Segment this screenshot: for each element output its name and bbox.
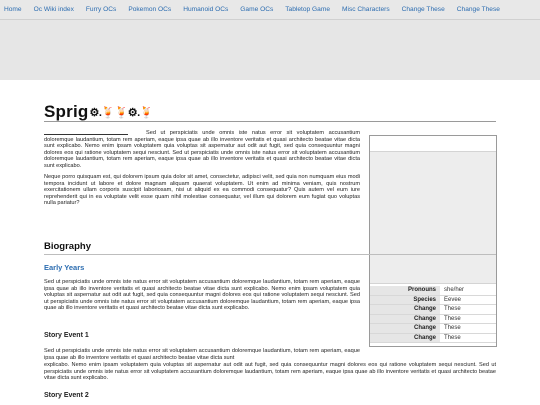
story-event-1-section-a bbox=[44, 348, 360, 361]
page-title: Sprig bbox=[44, 102, 89, 121]
story-event-1-heading: Story Event 1 bbox=[44, 332, 89, 339]
story-event-1-paragraph-a: Sed ut perspiciatis unde omnis iste natus error sit voluptatem accusantium doloremque laudantium, totam rem aperiam, eaque ipsa quae ab illo inventore veritatis et quasi architecto beatae vitae dicta sunt bbox=[44, 348, 360, 361]
infobox-value: These bbox=[444, 315, 461, 322]
nav-link-change-these-2[interactable]: Change These bbox=[456, 6, 500, 13]
header-banner bbox=[0, 20, 540, 80]
early-years-heading: Early Years bbox=[44, 263, 85, 272]
infobox-image-placeholder bbox=[370, 151, 496, 284]
nav-link-change-these-1[interactable]: Change These bbox=[401, 6, 445, 13]
infobox-value: Eevee bbox=[444, 296, 462, 303]
nav-link-pokemon-ocs[interactable]: Pokemon OCs bbox=[128, 6, 172, 13]
infobox-key: Change bbox=[370, 324, 440, 333]
infobox-key: Species bbox=[370, 296, 440, 305]
infobox-row bbox=[370, 305, 496, 315]
intro-section bbox=[44, 130, 360, 207]
biography-heading: Biography bbox=[44, 241, 496, 255]
infobox-table bbox=[370, 286, 496, 343]
infobox-row bbox=[370, 286, 496, 296]
page-title-row bbox=[44, 102, 496, 122]
infobox-value: These bbox=[444, 325, 461, 331]
top-navigation bbox=[0, 0, 540, 20]
infobox-key: Change bbox=[370, 305, 440, 314]
nav-link-misc-characters[interactable]: Misc Characters bbox=[341, 6, 390, 13]
infobox-value: These bbox=[444, 334, 461, 341]
intro-divider bbox=[44, 134, 128, 135]
early-years-section bbox=[44, 279, 360, 312]
nav-link-home[interactable]: Home bbox=[4, 6, 22, 13]
infobox-row bbox=[370, 324, 496, 334]
infobox-key: Change bbox=[370, 334, 440, 343]
page-title-glyphs: ⚙.🍹🍹⚙.🍹 bbox=[89, 107, 153, 119]
infobox-row bbox=[370, 315, 496, 325]
nav-link-tabletop-game[interactable]: Tabletop Game bbox=[285, 6, 330, 13]
early-years-paragraph: Sed ut perspiciatis unde omnis iste natus error sit voluptatem accusantium doloremque laudantium, totam rem aperiam, eaque ipsa quae ab illo inventore veritatis et quasi architecto beatae vitae dicta sunt explicabo. Nemo enim ipsam voluptatem quia voluptas sit aspernatur aut odit aut fugit, sed quia consequuntur magni dolores eos qui ratione voluptatem sequi nesciunt. Sed ut perspiciatis unde omnis iste natus error sit voluptatem accusantium doloremque laudantium, totam rem aperiam, eaque ipsa quae ab illo inventore veritatis et quasi architecto beatae vitae dicta sunt explicabo. bbox=[44, 279, 360, 311]
nav-link-oc-wiki-index[interactable]: Oc Wiki index bbox=[33, 6, 74, 13]
story-event-1-paragraph-b: explicabo. Nemo enim ipsam voluptatem quia voluptas sit aspernatur aut odit aut fugit, sed quia consequuntur magni dolores eos qui ratione voluptatem sequi nesciunt. Sed ut perspiciatis unde omnis iste natus error sit voluptatem accusantium doloremque laudantium, totam rem aperiam, eaque ipsa quae ab illo inventore veritatis et quasi architecto beatae vitae dicta sunt explicabo. bbox=[44, 362, 496, 381]
intro-paragraph-1: Sed ut perspiciatis unde omnis iste natus error sit voluptatem accusantium doloremque laudantium, totam rem aperiam, eaque ipsa quae ab illo inventore veritatis et quasi architecto beatae vitae dicta sunt explicabo. Nemo enim ipsam voluptatem quia voluptas sit aspernatur aut odit aut fugit, sed quia consequuntur magni dolores eos qui ratione voluptatem sequi nesciunt. Sed ut perspiciatis unde omnis iste natus error sit voluptatem accusantium doloremque laudantium, totam rem aperiam, eaque ipsa quae ab illo inventore veritatis et quasi architecto beatae vitae dicta sunt explicabo. bbox=[44, 130, 360, 169]
intro-paragraph-2: Neque porro quisquam est, qui dolorem ipsum quia dolor sit amet, consectetur, adipisci velit, sed quia non numquam eius modi tempora incidunt ut labore et dolore magnam aliquam quaerat voluptatem. Ut enim ad minima veniam, quis nostrum exercitationem ullam corporis suscipit laboriosam, nisi ut aliquid ex ea commodi consequatur? Quis autem vel eum iure reprehenderit qui in ea voluptate velit esse quam nihil molestiae consequatur, vel illum qui dolorem eum fugiat quo voluptas nulla pariatur? bbox=[44, 174, 360, 206]
infobox-key: Change bbox=[370, 315, 440, 324]
story-event-1-section-b bbox=[44, 362, 496, 382]
nav-link-humanoid-ocs[interactable]: Humanoid OCs bbox=[183, 6, 229, 13]
infobox-value: These bbox=[444, 306, 461, 312]
nav-link-game-ocs[interactable]: Game OCs bbox=[240, 6, 274, 13]
infobox-key: Pronouns bbox=[370, 286, 440, 295]
infobox-value: she/her bbox=[444, 287, 465, 293]
infobox-row bbox=[370, 334, 496, 344]
story-event-2-heading: Story Event 2 bbox=[44, 392, 89, 399]
nav-link-furry-ocs[interactable]: Furry OCs bbox=[85, 6, 117, 13]
infobox-row bbox=[370, 296, 496, 306]
